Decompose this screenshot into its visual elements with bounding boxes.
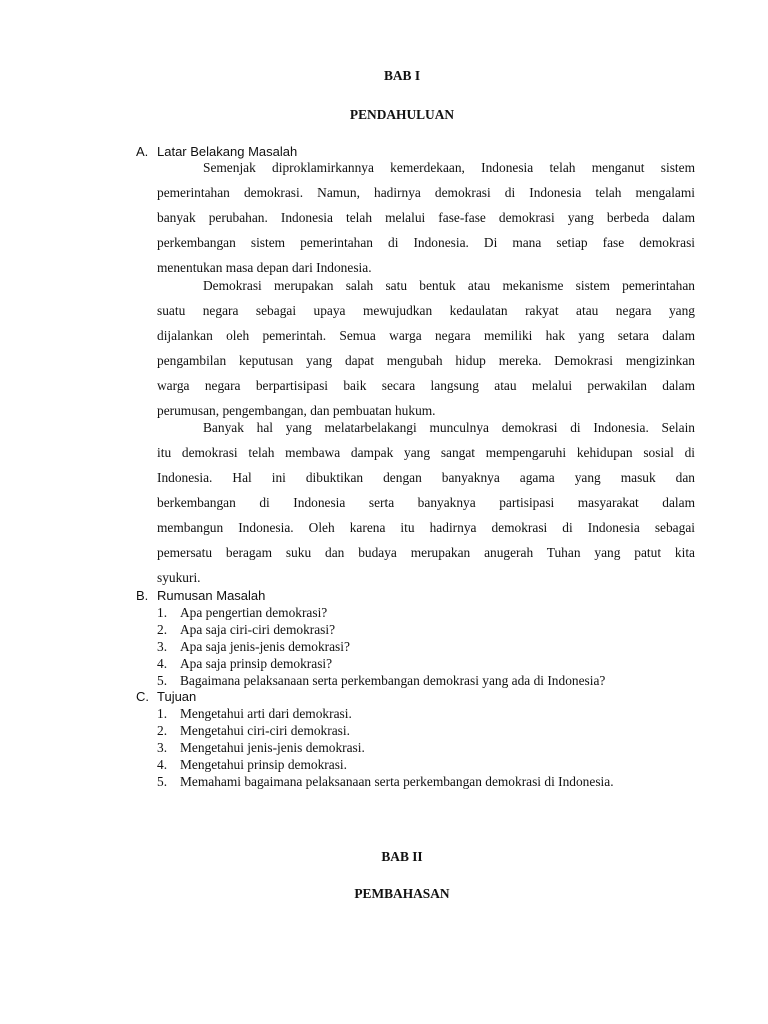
- list-number: 1.: [157, 605, 168, 620]
- list-item: Bagaimana pelaksanaan serta perkembangan demokrasi yang ada di Indonesia?: [180, 673, 606, 688]
- list-item: Mengetahui jenis-jenis demokrasi.: [180, 740, 365, 755]
- list-number: 5.: [157, 774, 168, 789]
- list-item: Mengetahui arti dari demokrasi.: [180, 706, 352, 721]
- paragraph-line: pemerintahan demokrasi. Namun, hadirnya demokrasi di Indonesia telah mengalami: [157, 185, 695, 200]
- chapter-title: PEMBAHASAN: [354, 886, 450, 901]
- list-number: 4.: [157, 656, 168, 671]
- section-a-title: Latar Belakang Masalah: [157, 144, 298, 159]
- paragraph-line: itu demokrasi telah membawa dampak yang sangat mempengaruhi kehidupan sosial di: [157, 445, 695, 460]
- list-item: Apa saja jenis-jenis demokrasi?: [180, 639, 350, 654]
- paragraph-line: Indonesia. Hal ini dibuktikan dengan banyaknya agama yang masuk dan: [157, 470, 695, 485]
- paragraph-line: Banyak hal yang melatarbelakangi munculnya demokrasi di Indonesia. Selain: [203, 420, 695, 435]
- paragraph-line: perkembangan sistem pemerintahan di Indonesia. Di mana setiap fase demokrasi: [157, 235, 695, 250]
- paragraph-line: Demokrasi merupakan salah satu bentuk atau mekanisme sistem pemerintahan: [203, 278, 695, 293]
- section-b-title: Rumusan Masalah: [157, 588, 266, 603]
- paragraph-line: berkembangan di Indonesia serta banyaknya partisipasi masyarakat dalam: [157, 495, 695, 510]
- list-number: 3.: [157, 639, 168, 654]
- list-item: Mengetahui ciri-ciri demokrasi.: [180, 723, 350, 738]
- list-item: Apa saja ciri-ciri demokrasi?: [180, 622, 336, 637]
- list-item: Apa saja prinsip demokrasi?: [180, 656, 333, 671]
- list-item: Memahami bagaimana pelaksanaan serta perkembangan demokrasi di Indonesia.: [180, 774, 614, 789]
- section-c-title: Tujuan: [157, 689, 197, 704]
- list-number: 2.: [157, 723, 168, 738]
- paragraph-line: banyak perubahan. Indonesia telah melalui fase-fase demokrasi yang berbeda dalam: [157, 210, 695, 225]
- paragraph-line: menentukan masa depan dari Indonesia.: [157, 260, 372, 275]
- chapter-title: PENDAHULUAN: [349, 107, 455, 122]
- list-number: 1.: [157, 706, 168, 721]
- list-number: 4.: [157, 757, 168, 772]
- paragraph-line: membangun Indonesia. Oleh karena itu hadirnya demokrasi di Indonesia sebagai: [157, 520, 695, 535]
- paragraph-line: dijalankan oleh pemerintah. Semua warga negara memiliki hak yang setara dalam: [157, 328, 695, 343]
- paragraph-line: pengambilan keputusan yang dapat mengubah hidup mereka. Demokrasi mengizinkan: [157, 353, 695, 368]
- chapter-label: BAB II: [381, 849, 423, 864]
- chapter-label: BAB I: [383, 68, 421, 83]
- list-item: Apa pengertian demokrasi?: [180, 605, 328, 620]
- paragraph-line: warga negara berpartisipasi baik secara langsung atau melalui perwakilan dalam: [157, 378, 695, 393]
- paragraph-line: suatu negara sebagai upaya mewujudkan kedaulatan rakyat atau negara yang: [157, 303, 695, 318]
- paragraph-line: syukuri.: [157, 570, 201, 585]
- paragraph-line: pemersatu beragam suku dan budaya merupakan anugerah Tuhan yang patut kita: [157, 545, 695, 560]
- list-number: 5.: [157, 673, 168, 688]
- section-b-letter: B.: [136, 588, 149, 603]
- paragraph-line: Semenjak diproklamirkannya kemerdekaan, Indonesia telah menganut sistem: [203, 160, 695, 175]
- paragraph-line: perumusan, pengembangan, dan pembuatan hukum.: [157, 403, 436, 418]
- section-a-letter: A.: [136, 144, 149, 159]
- list-number: 3.: [157, 740, 168, 755]
- list-number: 2.: [157, 622, 168, 637]
- section-c-letter: C.: [136, 689, 149, 704]
- list-item: Mengetahui prinsip demokrasi.: [180, 757, 347, 772]
